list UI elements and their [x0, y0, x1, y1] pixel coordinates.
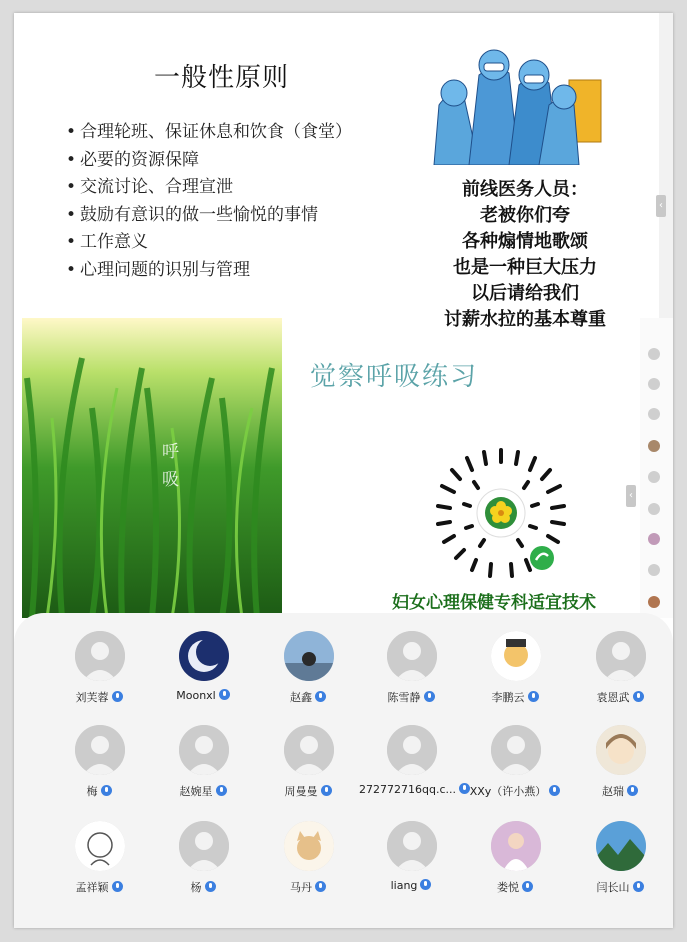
- participant-name: [568, 783, 672, 799]
- microphone-icon[interactable]: [315, 691, 326, 702]
- participant-tile[interactable]: [463, 821, 567, 911]
- avatar: [284, 725, 334, 775]
- bullet-item: • 交流讨论、合理宣泄: [66, 177, 233, 197]
- participant-name-text: 赵鑫: [290, 691, 312, 704]
- participant-tile[interactable]: [568, 631, 672, 721]
- avatar: [387, 631, 437, 681]
- bullet-item: • 心理问题的识别与管理: [66, 259, 250, 280]
- microphone-icon[interactable]: [112, 691, 123, 702]
- avatar: [596, 631, 646, 681]
- avatar: [387, 821, 437, 871]
- avatar: [284, 631, 334, 681]
- participant-name-text: 娄悦: [497, 881, 519, 894]
- overlay-char: 吸: [162, 470, 179, 490]
- participant-name-text: Moonxl: [176, 689, 216, 702]
- participant-name-text: 陈雪静: [387, 691, 421, 704]
- handwriting-line: 讨薪水拉的基本尊重: [444, 309, 606, 330]
- participant-tile[interactable]: [47, 725, 151, 815]
- avatar: [75, 821, 125, 871]
- participant-tile[interactable]: [568, 725, 672, 815]
- participant-tile[interactable]: [256, 821, 360, 911]
- participant-tile[interactable]: [47, 821, 151, 911]
- chevron-left-icon[interactable]: ‹: [626, 485, 636, 507]
- participant-name: [47, 783, 151, 799]
- participant-tile[interactable]: [47, 631, 151, 721]
- participant-name-text: 刘芙蓉: [75, 691, 109, 704]
- participant-name: [47, 879, 151, 895]
- participant-tile[interactable]: [256, 631, 360, 721]
- tech-title: 妇女心理保健专科适宜技术: [392, 593, 596, 613]
- participant-name: [151, 689, 255, 702]
- avatar: [179, 821, 229, 871]
- participant-sidebar: [640, 318, 673, 618]
- mini-avatar[interactable]: [648, 378, 660, 390]
- medical-workers-illustration: [409, 35, 609, 165]
- slide-title: 一般性原则: [154, 63, 290, 93]
- participant-name: [47, 689, 151, 705]
- handwriting-line: 老被你们夸: [480, 205, 570, 226]
- microphone-icon[interactable]: [522, 881, 533, 892]
- participant-name-text: 孟祥颖: [75, 881, 109, 894]
- microphone-icon[interactable]: [321, 785, 332, 796]
- mini-avatar[interactable]: [648, 564, 660, 576]
- microphone-icon[interactable]: [420, 879, 431, 890]
- bullet-item: • 必要的资源保障: [66, 149, 199, 170]
- microphone-icon[interactable]: [528, 691, 539, 702]
- grass-overlay-text: [162, 438, 179, 494]
- side-panel: [659, 13, 673, 343]
- participant-name: [256, 879, 360, 895]
- bullet-item: • 鼓励有意识的做一些愉悦的事情: [66, 204, 318, 225]
- microphone-icon[interactable]: [633, 881, 644, 892]
- avatar: [75, 631, 125, 681]
- microphone-icon[interactable]: [424, 691, 435, 702]
- avatar: [387, 725, 437, 775]
- avatar: [491, 725, 541, 775]
- participant-name-text: 袁恩武: [596, 691, 630, 704]
- participant-name-text: 赵婉星: [179, 785, 213, 798]
- microphone-icon[interactable]: [315, 881, 326, 892]
- participant-tile[interactable]: [359, 821, 463, 911]
- participant-tile[interactable]: [463, 725, 567, 815]
- participant-name: [359, 879, 463, 892]
- mini-avatar[interactable]: [648, 348, 660, 360]
- participant-tile[interactable]: [568, 821, 672, 911]
- microphone-icon[interactable]: [219, 689, 230, 700]
- participant-name-text: 272772716qq.c...: [359, 783, 456, 796]
- participant-name: [256, 689, 360, 705]
- participant-name-text: 杨: [190, 881, 202, 894]
- avatar: [596, 821, 646, 871]
- participant-name: [151, 783, 255, 799]
- bullet-item: • 工作意义: [66, 232, 148, 252]
- participant-name-text: 周曼曼: [284, 785, 318, 798]
- participant-name-text: 赵瑞: [602, 785, 624, 798]
- participant-name: [568, 879, 672, 895]
- handwriting-line: 前线医务人员：: [462, 179, 588, 200]
- screenshot-frame: [14, 13, 673, 928]
- participant-name: [463, 879, 567, 895]
- participant-tile[interactable]: [463, 631, 567, 721]
- mini-avatar[interactable]: [648, 596, 660, 608]
- participant-name: [359, 689, 463, 705]
- avatar: [596, 725, 646, 775]
- avatar: [179, 631, 229, 681]
- mini-avatar[interactable]: [648, 440, 660, 452]
- participant-name-text: liang: [390, 879, 418, 892]
- participant-name: [256, 783, 360, 799]
- participant-name-text: 梅: [86, 785, 98, 798]
- microphone-icon[interactable]: [112, 881, 123, 892]
- avatar: [491, 821, 541, 871]
- participant-tile[interactable]: [151, 725, 255, 815]
- microphone-icon[interactable]: [205, 881, 216, 892]
- participant-name-text: 闫长山: [596, 881, 630, 894]
- participant-name: [463, 783, 567, 799]
- participant-name-text: 马丹: [290, 881, 312, 894]
- participant-name-text: XXy（许小燕）: [469, 785, 547, 798]
- participant-tile[interactable]: [151, 821, 255, 911]
- participant-name: [463, 689, 567, 705]
- participant-name: [359, 783, 463, 796]
- grass-image: [22, 318, 282, 618]
- participant-name: [568, 689, 672, 705]
- slide-general-principles: [14, 13, 673, 343]
- bullet-list: [66, 119, 352, 284]
- microphone-icon[interactable]: [627, 785, 638, 796]
- handwriting-line: 各种煽情地歌颂: [462, 231, 588, 252]
- handwriting-line: 也是一种巨大压力: [453, 257, 597, 278]
- participant-tile[interactable]: [359, 631, 463, 721]
- participant-tile[interactable]: [256, 725, 360, 815]
- avatar: [284, 821, 334, 871]
- participant-tile[interactable]: [359, 725, 463, 815]
- participant-name: [151, 879, 255, 895]
- microphone-icon[interactable]: [633, 691, 644, 702]
- avatar: [491, 631, 541, 681]
- participant-grid: [14, 613, 673, 928]
- breathing-panel: [282, 336, 640, 636]
- mini-program-qr-code[interactable]: [434, 446, 569, 581]
- microphone-icon[interactable]: [101, 785, 112, 796]
- microphone-icon[interactable]: [549, 785, 560, 796]
- mini-avatar[interactable]: [648, 408, 660, 420]
- microphone-icon[interactable]: [216, 785, 227, 796]
- chevron-left-icon[interactable]: ‹: [656, 195, 666, 217]
- mini-avatar[interactable]: [648, 471, 660, 483]
- mini-avatar[interactable]: [648, 503, 660, 515]
- avatar: [179, 725, 229, 775]
- breathing-title: 觉察呼吸练习: [310, 362, 479, 392]
- slide-breathing: [14, 318, 673, 638]
- participant-name-text: 李鹏云: [491, 691, 525, 704]
- mini-avatar[interactable]: [648, 533, 660, 545]
- handwriting-line: 以后请给我们: [471, 283, 579, 304]
- handwritten-note: [430, 177, 620, 333]
- avatar: [75, 725, 125, 775]
- bullet-item: • 合理轮班、保证休息和饮食（食堂）: [66, 122, 352, 142]
- participant-tile[interactable]: [151, 631, 255, 721]
- overlay-char: 呼: [162, 442, 179, 462]
